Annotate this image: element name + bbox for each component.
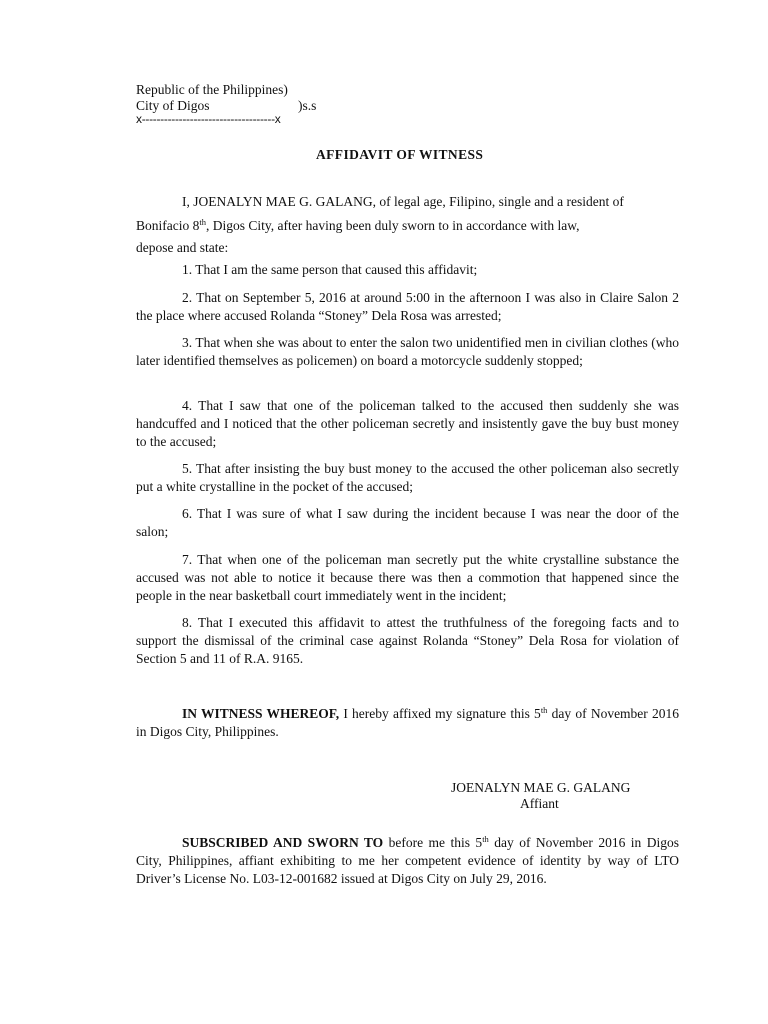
statement-3: 3. That when she was about to enter the salon two unidentified men in civilian clothes (who later identified themselves as policemen) on board a motorcycle suddenly stopped; xyxy=(136,335,679,368)
statement-8: 8. That I executed this affidavit to attest the truthfulness of the foregoing facts and to support the dismissal of the criminal case against Rolanda “Stoney” Dela Rosa for violation of Section 5 and 11 of R.A. 9165. xyxy=(136,615,679,666)
document-title: AFFIDAVIT OF WITNESS xyxy=(316,147,484,162)
statement-2: 2. That on September 5, 2016 at around 5:00 in the afternoon I was also in Claire Salon 2 the place where accused Rolanda “Stoney” Dela Rosa was arrested; xyxy=(136,290,679,323)
intro-line-2: Bonifacio 8th, Digos City, after having been duly sworn to in accordance with law, xyxy=(136,217,580,233)
witness-bold: IN WITNESS WHEREOF, xyxy=(182,706,340,721)
venue-ss: )s.s xyxy=(298,98,317,113)
witness-clause: IN WITNESS WHEREOF, I hereby affixed my signature this 5th day of November 2016 in Digos City, Philippines. xyxy=(136,705,680,739)
statement-6: 6. That I was sure of what I saw during the incident because I was near the door of the salon; xyxy=(136,506,679,539)
affiant-name: JOENALYN MAE G. GALANG xyxy=(451,780,631,795)
intro-line-1: I, JOENALYN MAE G. GALANG, of legal age, Filipino, single and a resident of xyxy=(182,194,624,209)
statement-5: 5. That after insisting the buy bust money to the accused the other policeman also secretly put a white crystalline in the pocket of the accused; xyxy=(136,461,679,494)
venue-republic: Republic of the Philippines) xyxy=(136,82,288,97)
venue-city: City of Digos xyxy=(136,98,210,113)
statement-1: 1. That I am the same person that caused this affidavit; xyxy=(182,262,478,277)
jurat-bold: SUBSCRIBED AND SWORN TO xyxy=(182,835,384,850)
statement-4: 4. That I saw that one of the policeman talked to the accused then suddenly she was handcuffed and I noticed that the other policeman secretly and insistently gave the buy bust money to the accused; xyxy=(136,398,679,449)
statement-7: 7. That when one of the policeman man secretly put the white crystalline substance the accused was not able to notice it because there was then a commotion that happened since the people in the near basketball court immediately went in the incident; xyxy=(136,552,679,603)
affiant-role: Affiant xyxy=(520,796,559,811)
venue-rule: x------------------------------------x xyxy=(136,112,281,126)
jurat-clause: SUBSCRIBED AND SWORN TO before me this 5th day of November 2016 in Digos City, Philippines, affiant exhibiting to me her competent evidence of identity by way of LTO Driver’s License No. L03-12-001682 issued at Digos City on July 29, 2016. xyxy=(136,834,679,886)
intro-line-3: depose and state: xyxy=(136,240,229,255)
